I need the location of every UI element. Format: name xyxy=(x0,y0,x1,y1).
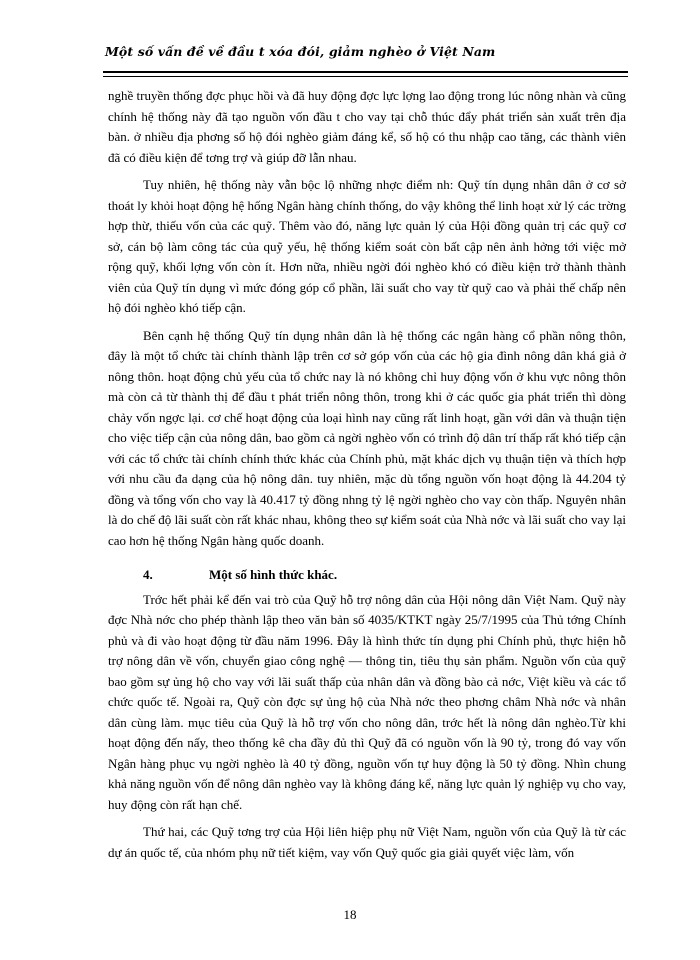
paragraph-rural-banks: Bên cạnh hệ thống Quỹ tín dụng nhân dân là hệ thống các ngân hàng cổ phần nông thôn, đây là một tổ chức tài chính thành lập trên cơ sở góp vốn của các hộ gia đình nông dân khá giả ở nông thôn. hoạt động chủ yếu của tổ chức nay là nó không chỉ huy động vốn ở khu vực nông thôn mà còn cả từ thành thị để đầu t phát triển nông thôn, trong khi ở các quốc gia phát triển thì dòng chảy vốn ngợc lại. cơ chế hoạt động của loại hình nay cũng rất linh hoạt, gần với dân và thuận tiện cho việc tiếp cận của nông dân, bao gồm cả ngời nghèo vốn có trình độ dân trí thấp rất khó tiếp cận với các tổ chức tài chính chính thức khác của Chính phủ, mặt khác dịch vụ thuận tiện và thích hợp với nhu cầu đa dạng của hộ nông dân. tuy nhiên, mặc dù tổng nguồn vốn hoạt động là 44.204 tỷ đồng và tổng vốn cho vay là 40.417 tỷ đồng nhng tỷ lệ ngời nghèo cho vay còn thấp. Nguyên nhân là do chế độ lãi suất còn rất khác nhau, không theo sự kiểm soát của Nhà nớc và lãi suất cho vay lại cao hơn hệ thống Ngân hàng quốc doanh. xyxy=(108,327,626,548)
paragraph-continuation: nghề truyền thống đợc phục hồi và đã huy động đợc lực lợng lao động trong lúc nông nhàn và cũng chính hệ thống này đã tạo nguồn vốn đầu t cho vay tại chỗ thúc đẩy phát triển sản xuất trên địa bàn. ở nhiều địa phơng số hộ đói nghèo giảm đáng kể, số hộ có thu nhập cao tăng, các thành viên đã có điều kiện để tơng trợ và giúp đỡ lẫn nhau. xyxy=(108,88,626,165)
page-body xyxy=(108,86,626,870)
paragraph-farmer-fund: Trớc hết phải kể đến vai trò của Quỹ hỗ trợ nông dân của Hội nông dân Việt Nam. Quỹ này đợc Nhà nớc cho phép thành lập theo văn bản số 4035/KTKT ngày 25/7/1995 của Thủ tớng Chính phủ và đi vào hoạt động từ đầu năm 1996. Đây là hình thức tín dụng phi Chính phủ, thực hiện hỗ trợ nông dân về vốn, chuyển giao công nghệ — thông tin, tiêu thụ sản phẩm. Nguồn vốn của quỹ bao gồm sự ủng hộ cho vay với lãi suất thấp của nhân dân và đồng bào cả nớc, Việt kiều và các tổ chức quốc tế. Ngoài ra, Quỹ còn đợc sự ủng hộ của Nhà nớc theo phơng châm Nhà nớc và nhân dân cùng làm. mục tiêu của Quỹ là hỗ trợ vốn cho nông dân, trớc hết là nông dân nghèo.Từ khi hoạt động đến nấy, theo thống kê cha đầy đủ thì Quỹ đã có nguồn vốn là 90 tỷ, trong đó vay vốn Ngân hàng phục vụ ngời nghèo là 40 tỷ đồng, nguồn vốn tự huy động là 50 tỷ đồng. Nhìn chung khả năng nguồn vốn để nông dân nghèo vay là không đáng kể, năng lực quản lý nghiệp vụ cho vay, huy động còn rất hạn chế. xyxy=(108,591,626,812)
header-rule-thick xyxy=(103,71,628,73)
paragraph-women-fund: Thứ hai, các Quỹ tơng trợ của Hội liên hiệp phụ nữ Việt Nam, nguồn vốn của Quỹ là từ các dự án quốc tế, của nhóm phụ nữ tiết kiệm, vay vốn Quỹ quốc gia giải quyết việc làm, vốn xyxy=(108,824,626,860)
section-title: Một số hình thức khác. xyxy=(209,567,338,582)
running-header: Một số vấn đề về đầu t xóa đói, giảm nghèo ở Việt Nam xyxy=(105,44,496,59)
header-rule-thin xyxy=(103,76,628,77)
section-number: 4. xyxy=(143,567,153,582)
section-heading xyxy=(108,565,626,586)
paragraph-weaknesses: Tuy nhiên, hệ thống này vẫn bộc lộ những nhợc điểm nh: Quỹ tín dụng nhân dân ở cơ sở thoát ly khỏi hoạt động hệ hống Ngân hàng chính thống, do vậy không thể linh hoạt xử lý các trờng hợp thừ, thiếu vốn của các quỹ. Thêm vào đó, năng lực quản lý của Hội đồng quản trị các quỹ cơ sở, cán bộ làm công tác của quỹ yếu, hệ thống kiểm soát còn bất cập nên ảnh hởng tới việc mở rộng quỹ, khối lợng vốn còn ít. Hơn nữa, nhiều ngời đói nghèo khó có điều kiện trở thành thành viên của Quỹ tín dụng vì mức đóng góp cổ phần, lãi suất cho vay từ quỹ cao và phải thế chấp nên hộ đói nghèo khó tiếp cận. xyxy=(108,177,626,315)
page-number: 18 xyxy=(343,907,357,922)
